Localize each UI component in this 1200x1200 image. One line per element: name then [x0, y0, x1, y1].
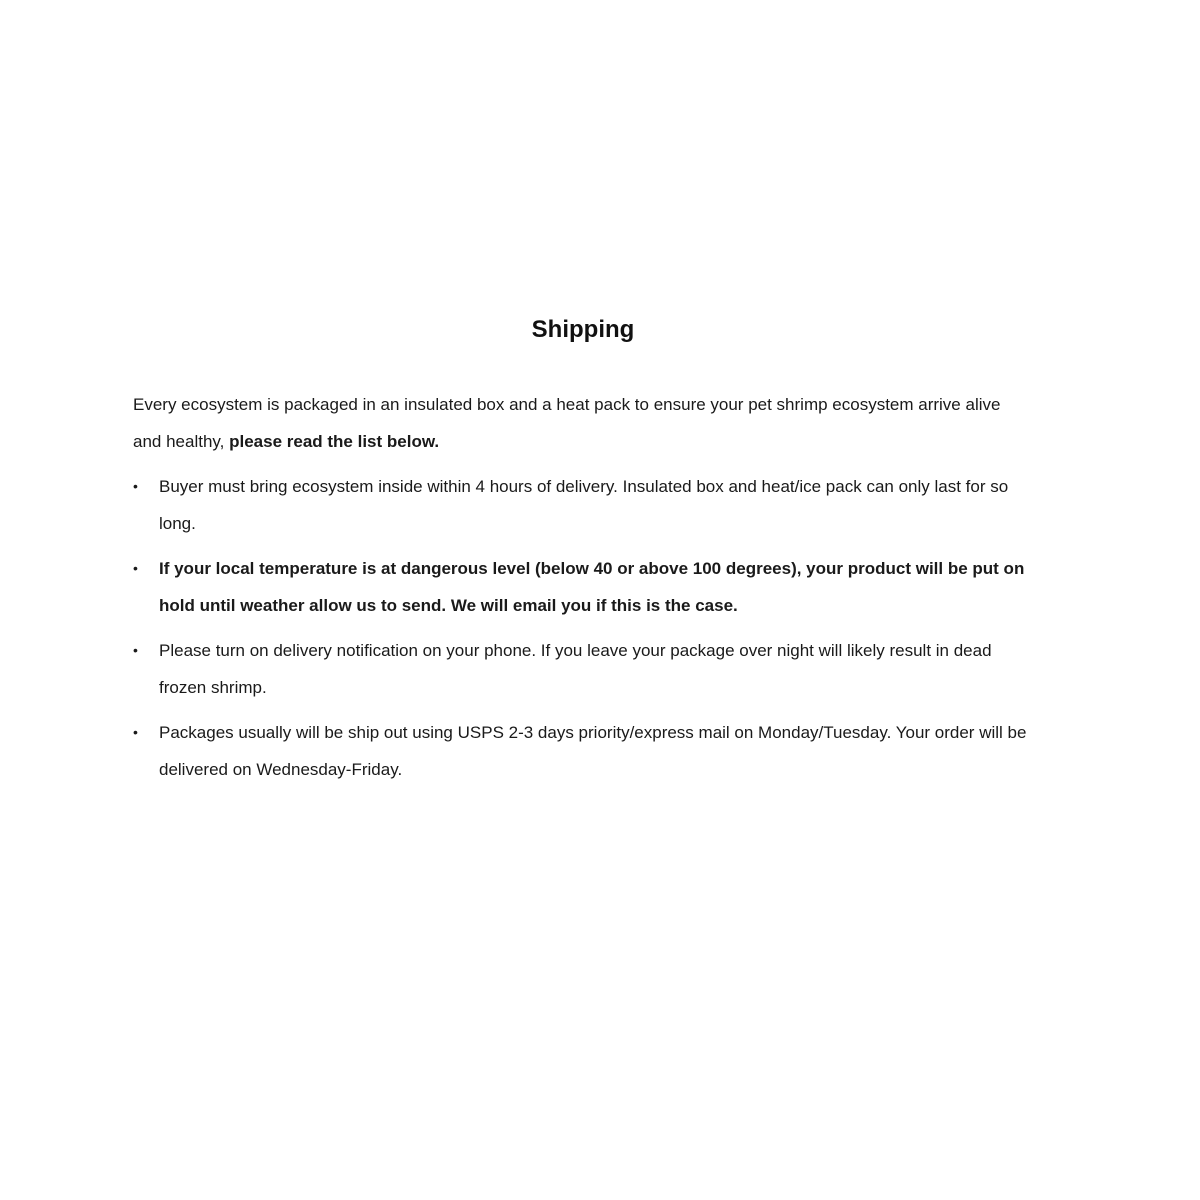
bullet-icon: • — [133, 724, 138, 740]
list-item — [133, 632, 1033, 706]
bullet-icon: • — [133, 642, 138, 658]
bullet-icon: • — [133, 560, 138, 576]
list-item — [133, 714, 1033, 788]
list-item-text: Buyer must bring ecosystem inside within 4 hours of delivery. Insulated box and heat/ice pack can only last for so long. — [159, 477, 1009, 533]
shipping-document — [133, 312, 1033, 796]
list-item-text: Packages usually will be ship out using USPS 2-3 days priority/express mail on Monday/Tuesday. Your order will be delivered on Wednesday-Friday. — [159, 723, 1027, 779]
shipping-rules-list — [133, 468, 1033, 788]
bullet-icon: • — [133, 478, 138, 494]
list-item-text: Please turn on delivery notification on your phone. If you leave your package over night will likely result in dead frozen shrimp. — [159, 641, 992, 697]
list-item — [133, 550, 1033, 624]
list-item-text: If your local temperature is at dangerous level (below 40 or above 100 degrees), your product will be put on hold until weather allow us to send. We will email you if this is the case. — [159, 559, 1025, 615]
intro-text: Every ecosystem is packaged in an insulated box and a heat pack to ensure your pet shrimp ecosystem arrive alive and healthy, — [133, 395, 1001, 451]
list-item — [133, 468, 1033, 542]
intro-emphasis: please read the list below. — [229, 432, 440, 451]
intro-paragraph — [133, 386, 1033, 460]
page-title: Shipping — [531, 316, 635, 343]
